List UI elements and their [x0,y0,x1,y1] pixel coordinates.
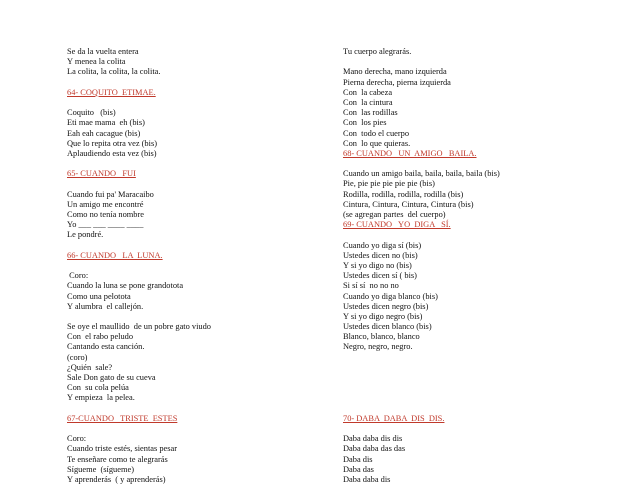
blank-line [343,424,613,434]
lyric-line: Y empieza la pelea. [67,393,135,403]
lyric-line: Cuando un amigo baila, baila, baila, baila (bis) [343,169,500,179]
lyric-line: Daba das [343,464,374,474]
lyric-line: Daba daba dis [343,474,391,484]
lyric-line: (coro) [67,352,88,362]
blank-line [67,404,322,414]
lyric-line: (se agregan partes del cuerpo) [343,210,446,219]
lyric-line: Si sí sí no no no [343,281,399,291]
lyric-line: Con lo que quieras. [343,138,411,148]
blank-line [67,179,322,189]
lyric-line: Se da la vuelta entera [67,47,139,56]
song-title: 68- CUANDO UN AMIGO BAILA. [343,148,477,158]
blank-line [343,393,613,403]
lyric-line: Ustedes dicen no (bis) [343,250,418,260]
lyric-line: Con su cola pelúa [67,383,129,393]
left-column [67,47,322,485]
lyric-line: La colita, la colita, la colita. [67,67,161,77]
blank-line [67,241,322,251]
blank-line [343,404,613,414]
blank-line [67,312,322,322]
blank-line [343,363,613,373]
lyric-line: Sale Don gato de su cueva [67,373,156,382]
lyric-line: Que lo repita otra vez (bis) [67,138,157,148]
lyric-line: Le pondré. [67,230,104,240]
lyric-line: Tu cuerpo alegrarás. [343,47,412,56]
song-title: 67-CUANDO TRISTE ESTES [67,413,178,423]
lyric-line: Y si yo digo negro (bis) [343,311,423,321]
song-title: 70- DABA DABA DIS DIS. [343,413,445,423]
lyric-line: Pierna derecha, pierna izquierda [343,77,451,87]
blank-line [67,78,322,88]
lyric-line: Con la cabeza [343,87,393,97]
blank-line [343,57,613,67]
lyric-line: Y si yo digo no (bis) [343,260,412,270]
lyric-line: Rodilla, rodilla, rodilla, rodilla (bis) [343,189,464,199]
lyric-line: Y aprenderás ( y aprenderás) [67,474,166,484]
lyric-line: Pie, pie pie pie pie pie (bis) [343,179,435,189]
song-title: 66- CUANDO LA LUNA. [67,250,163,260]
lyric-line: Cantando esta canción. [67,342,145,352]
lyric-line: Se oye el maullido de un pobre gato viudo [67,322,211,332]
lyric-line: Y alumbra el callejón. [67,301,144,311]
blank-line [67,424,322,434]
blank-line [67,98,322,108]
lyric-line: Con las rodillas [343,108,398,118]
lyric-line: Cuando triste estés, sientas pesar [67,444,178,454]
lyric-line: Coquito (bis) [67,108,116,118]
lyric-line: Sígueme (sígueme) [67,464,134,474]
lyric-line: Cintura, Cintura, Cintura, Cintura (bis) [343,199,474,209]
lyric-line: Con el rabo peludo [67,332,134,342]
lyric-line: Cuando fui pa' Maracaibo [67,189,154,199]
lyric-line: Coro: [67,434,87,444]
right-column [343,47,613,485]
lyric-line: Negro, negro, negro. [343,342,413,352]
lyric-line: Con los pies [343,118,387,128]
lyric-line: Blanco, blanco, blanco [343,332,420,342]
lyric-line: Con la cintura [343,97,393,107]
song-title: 65- CUANDO FUI [67,169,136,179]
lyric-line: Como no tenía nombre [67,210,144,219]
lyric-line: Ustedes dicen negro (bis) [343,301,429,311]
lyric-line: Un amigo me encontré [67,199,144,209]
lyric-line: ¿Quién sale? [67,362,113,372]
lyric-line: Cuando yo diga sí (bis) [343,240,422,250]
blank-line [67,261,322,271]
lyric-line: Te enseñare como te alegrarás [67,454,168,464]
lyric-line: Eti mae mama eh (bis) [67,118,145,128]
blank-line [343,159,613,169]
lyric-line: Aplaudiendo esta vez (bis) [67,148,157,158]
lyric-line: Yo ___ ___ ____ ____ [67,220,144,230]
blank-line [343,383,613,393]
lyric-line: Cuando yo diga blanco (bis) [343,291,438,301]
blank-line [67,159,322,169]
lyric-line: Daba dis [343,454,373,464]
lyric-line: Daba daba dis dis [343,434,403,444]
lyric-line: Con todo el cuerpo [343,128,410,138]
lyric-line: Mano derecha, mano izquierda [343,67,447,77]
blank-line [343,373,613,383]
lyric-line: Y menea la colita [67,57,126,67]
blank-line [343,230,613,240]
lyric-line: Cuando la luna se pone grandotota [67,281,184,291]
lyric-line: Daba daba das das [343,444,406,454]
lyric-line: Eah eah cacague (bis) [67,128,141,138]
song-title: 64- COQUITO ETIMAE. [67,87,156,97]
lyric-line: Ustedes dicen blanco (bis) [343,322,432,332]
lyric-line: Como una pelotota [67,291,131,301]
song-title: 69- CUANDO YO DIGA SÍ. [343,220,451,230]
lyric-line: Coro: [67,271,89,281]
lyric-line: Ustedes dicen sí ( bis) [343,271,417,281]
blank-line [343,353,613,363]
